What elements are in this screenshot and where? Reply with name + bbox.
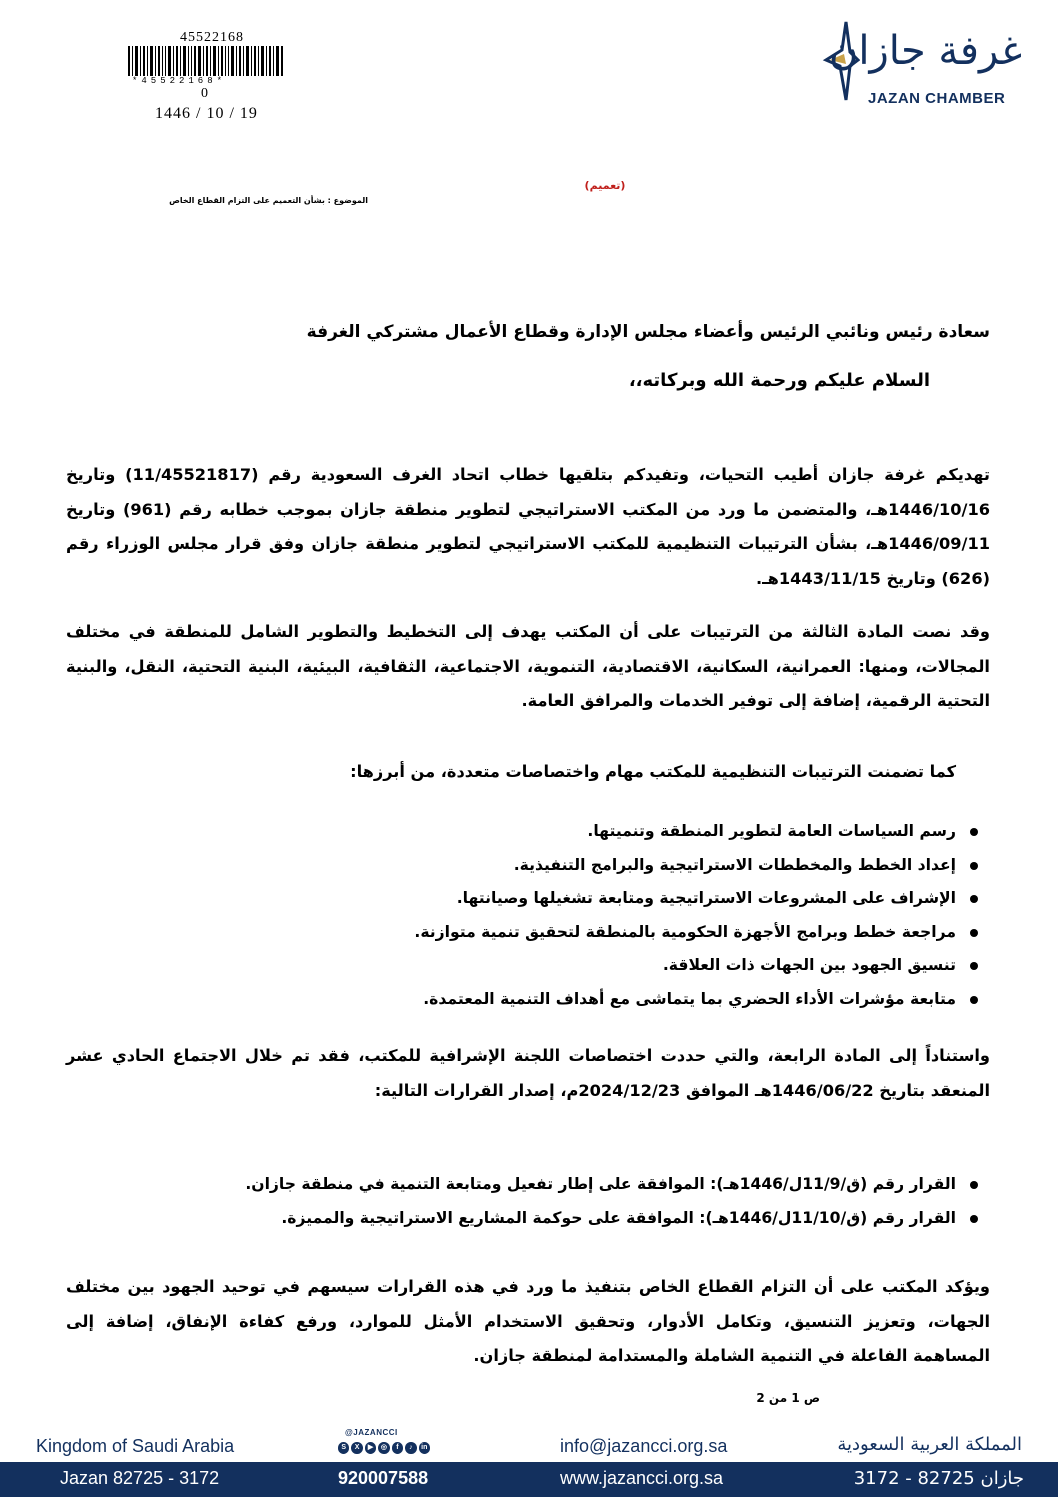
footer-social-icons xyxy=(338,1442,430,1456)
list-item xyxy=(230,916,982,950)
logo-arabic-name: غرفة جازان xyxy=(829,28,1022,74)
footer-social-handle: @JAZANCCI xyxy=(345,1428,398,1437)
paragraph-intro: تهديكم غرفة جازان أطيب التحيات، وتفيدكم بتلقيها خطاب اتحاد الغرف السعودية رقم (11/45521817) وتاريخ 1446/10/16هـ، والمتضمن ما ورد من المكتب الاستراتيجي لتطوير منطقة جازان بموجب خطابه رقم (961) وتاريخ 1446/09/11هـ، بشأن الترتيبات التنظيمية للمكتب الاستراتيجي لتطوير منطقة جازان وفق قرار مجلس الوزراء رقم (626) وتاريخ 1443/11/15هـ. xyxy=(66,465,990,588)
greeting-line: السلام عليكم ورحمة الله وبركاته،، xyxy=(628,370,930,391)
task-text: تنسيق الجهود بين الجهات ذات العلاقة. xyxy=(662,956,956,975)
circular-label: (تعميم) xyxy=(584,179,626,192)
barcode-image xyxy=(128,46,284,76)
barcode-digits: *45522168* xyxy=(132,76,227,86)
list-item xyxy=(230,849,982,883)
bullet-icon xyxy=(970,862,978,870)
footer-email[interactable]: info@jazancci.org.sa xyxy=(560,1436,728,1456)
list-item xyxy=(230,949,982,983)
tasks-list xyxy=(230,815,982,1017)
bullet-icon xyxy=(970,828,978,836)
list-item xyxy=(110,1168,982,1202)
decision-text: القرار رقم (ق/11/9ل/1446هـ): الموافقة على إطار تفعيل ومتابعة التنمية في منطقة جازان. xyxy=(245,1175,956,1193)
list-item xyxy=(230,882,982,916)
paragraph-article-four: واستناداً إلى المادة الرابعة، والتي حددت اختصاصات اللجنة الإشرافية للمكتب، فقد تم خلال الاجتماع الحادي عشر المنعقد بتاريخ 1446/06/22هـ الموافق 2024/12/23م، إصدار القرارات التالية: xyxy=(66,1046,990,1100)
tiktok-icon[interactable]: ♪ xyxy=(405,1442,416,1454)
footer-website[interactable]: www.jazancci.org.sa xyxy=(560,1468,724,1488)
decision-text: القرار رقم (ق/11/10ل/1446هـ): الموافقة على حوكمة المشاريع الاستراتيجية والمميزة. xyxy=(281,1208,956,1227)
bullet-icon xyxy=(970,996,978,1004)
paragraph-article-three: وقد نصت المادة الثالثة من الترتيبات على أن المكتب يهدف إلى التخطيط والتطوير الشامل للمنطقة في مختلف المجالات، ومنها: العمرانية، السكانية، الاقتصادية، التنموية، الاجتماعية، الثقافية، البيئية، البنية التحتية، النقل، والبنية التحتية الرقمية، إضافة إلى توفير الخدمات والمرافق العامة. xyxy=(66,622,990,710)
task-text: مراجعة خطط وبرامج الأجهزة الحكومية بالمنطقة لتحقيق تنمية متوازنة. xyxy=(414,922,956,941)
footer-phone[interactable]: 920007588 xyxy=(338,1468,429,1488)
facebook-icon[interactable]: f xyxy=(392,1442,403,1454)
list-item xyxy=(230,983,982,1017)
decisions-list xyxy=(110,1168,982,1235)
barcode-suffix: 0 xyxy=(201,86,208,101)
footer-country-en: Kingdom of Saudi Arabia xyxy=(36,1436,235,1456)
page-number: ص 1 من 2 xyxy=(756,1391,820,1405)
x-icon[interactable]: X xyxy=(351,1442,362,1454)
footer-address-ar: جازان 82725 - 3172 xyxy=(853,1468,1024,1489)
instagram-icon[interactable]: ◎ xyxy=(378,1442,389,1454)
bullet-icon xyxy=(970,1215,978,1223)
footer-country-ar: المملكة العربية السعودية xyxy=(837,1434,1022,1455)
paragraph-tasks-intro: كما تضمنت الترتيبات التنظيمية للمكتب مهام واختصاصات متعددة، من أبرزها: xyxy=(350,762,956,781)
document-date: 1446 / 10 / 19 xyxy=(155,105,258,122)
bullet-icon xyxy=(970,929,978,937)
bullet-icon xyxy=(970,962,978,970)
footer-address-en: Jazan 82725 - 3172 xyxy=(60,1468,220,1488)
snapchat-icon[interactable]: S xyxy=(338,1442,349,1454)
paragraph-closing: ويؤكد المكتب على أن التزام القطاع الخاص بتنفيذ ما ورد في هذه القرارات سيسهم في توحيد الجهود بين مختلف الجهات، وتعزيز التنسيق، وتكامل الأدوار، وتحقيق الاستخدام الأمثل للموارد، ورفع كفاءة الإنفاق، إضافة إلى المساهمة الفاعلة في التنمية الشاملة والمستدامة لمنطقة جازان. xyxy=(66,1277,990,1365)
addressee-line: سعادة رئيس ونائبي الرئيس وأعضاء مجلس الإدارة وقطاع الأعمال مشتركي الغرفة xyxy=(306,322,990,342)
task-text: إعداد الخطط والمخططات الاستراتيجية والبرامج التنفيذية. xyxy=(513,855,956,874)
youtube-icon[interactable]: ▶ xyxy=(365,1442,376,1454)
linkedin-icon[interactable]: in xyxy=(419,1442,430,1454)
task-text: الإشراف على المشروعات الاستراتيجية ومتابعة تشغيلها وصيانتها. xyxy=(456,889,956,908)
barcode-number: 45522168 xyxy=(180,30,244,45)
list-item xyxy=(110,1202,982,1236)
task-text: متابعة مؤشرات الأداء الحضري بما يتماشى مع أهداف التنمية المعتمدة. xyxy=(423,989,956,1008)
list-item xyxy=(230,815,982,849)
subject-line: الموضوع : بشأن التعميم على التزام القطاع الخاص xyxy=(169,196,368,205)
logo-english-name: JAZAN CHAMBER xyxy=(868,90,1006,107)
bullet-icon xyxy=(970,895,978,903)
task-text: رسم السياسات العامة لتطوير المنطقة وتنميتها. xyxy=(587,822,956,840)
bullet-icon xyxy=(970,1181,978,1189)
